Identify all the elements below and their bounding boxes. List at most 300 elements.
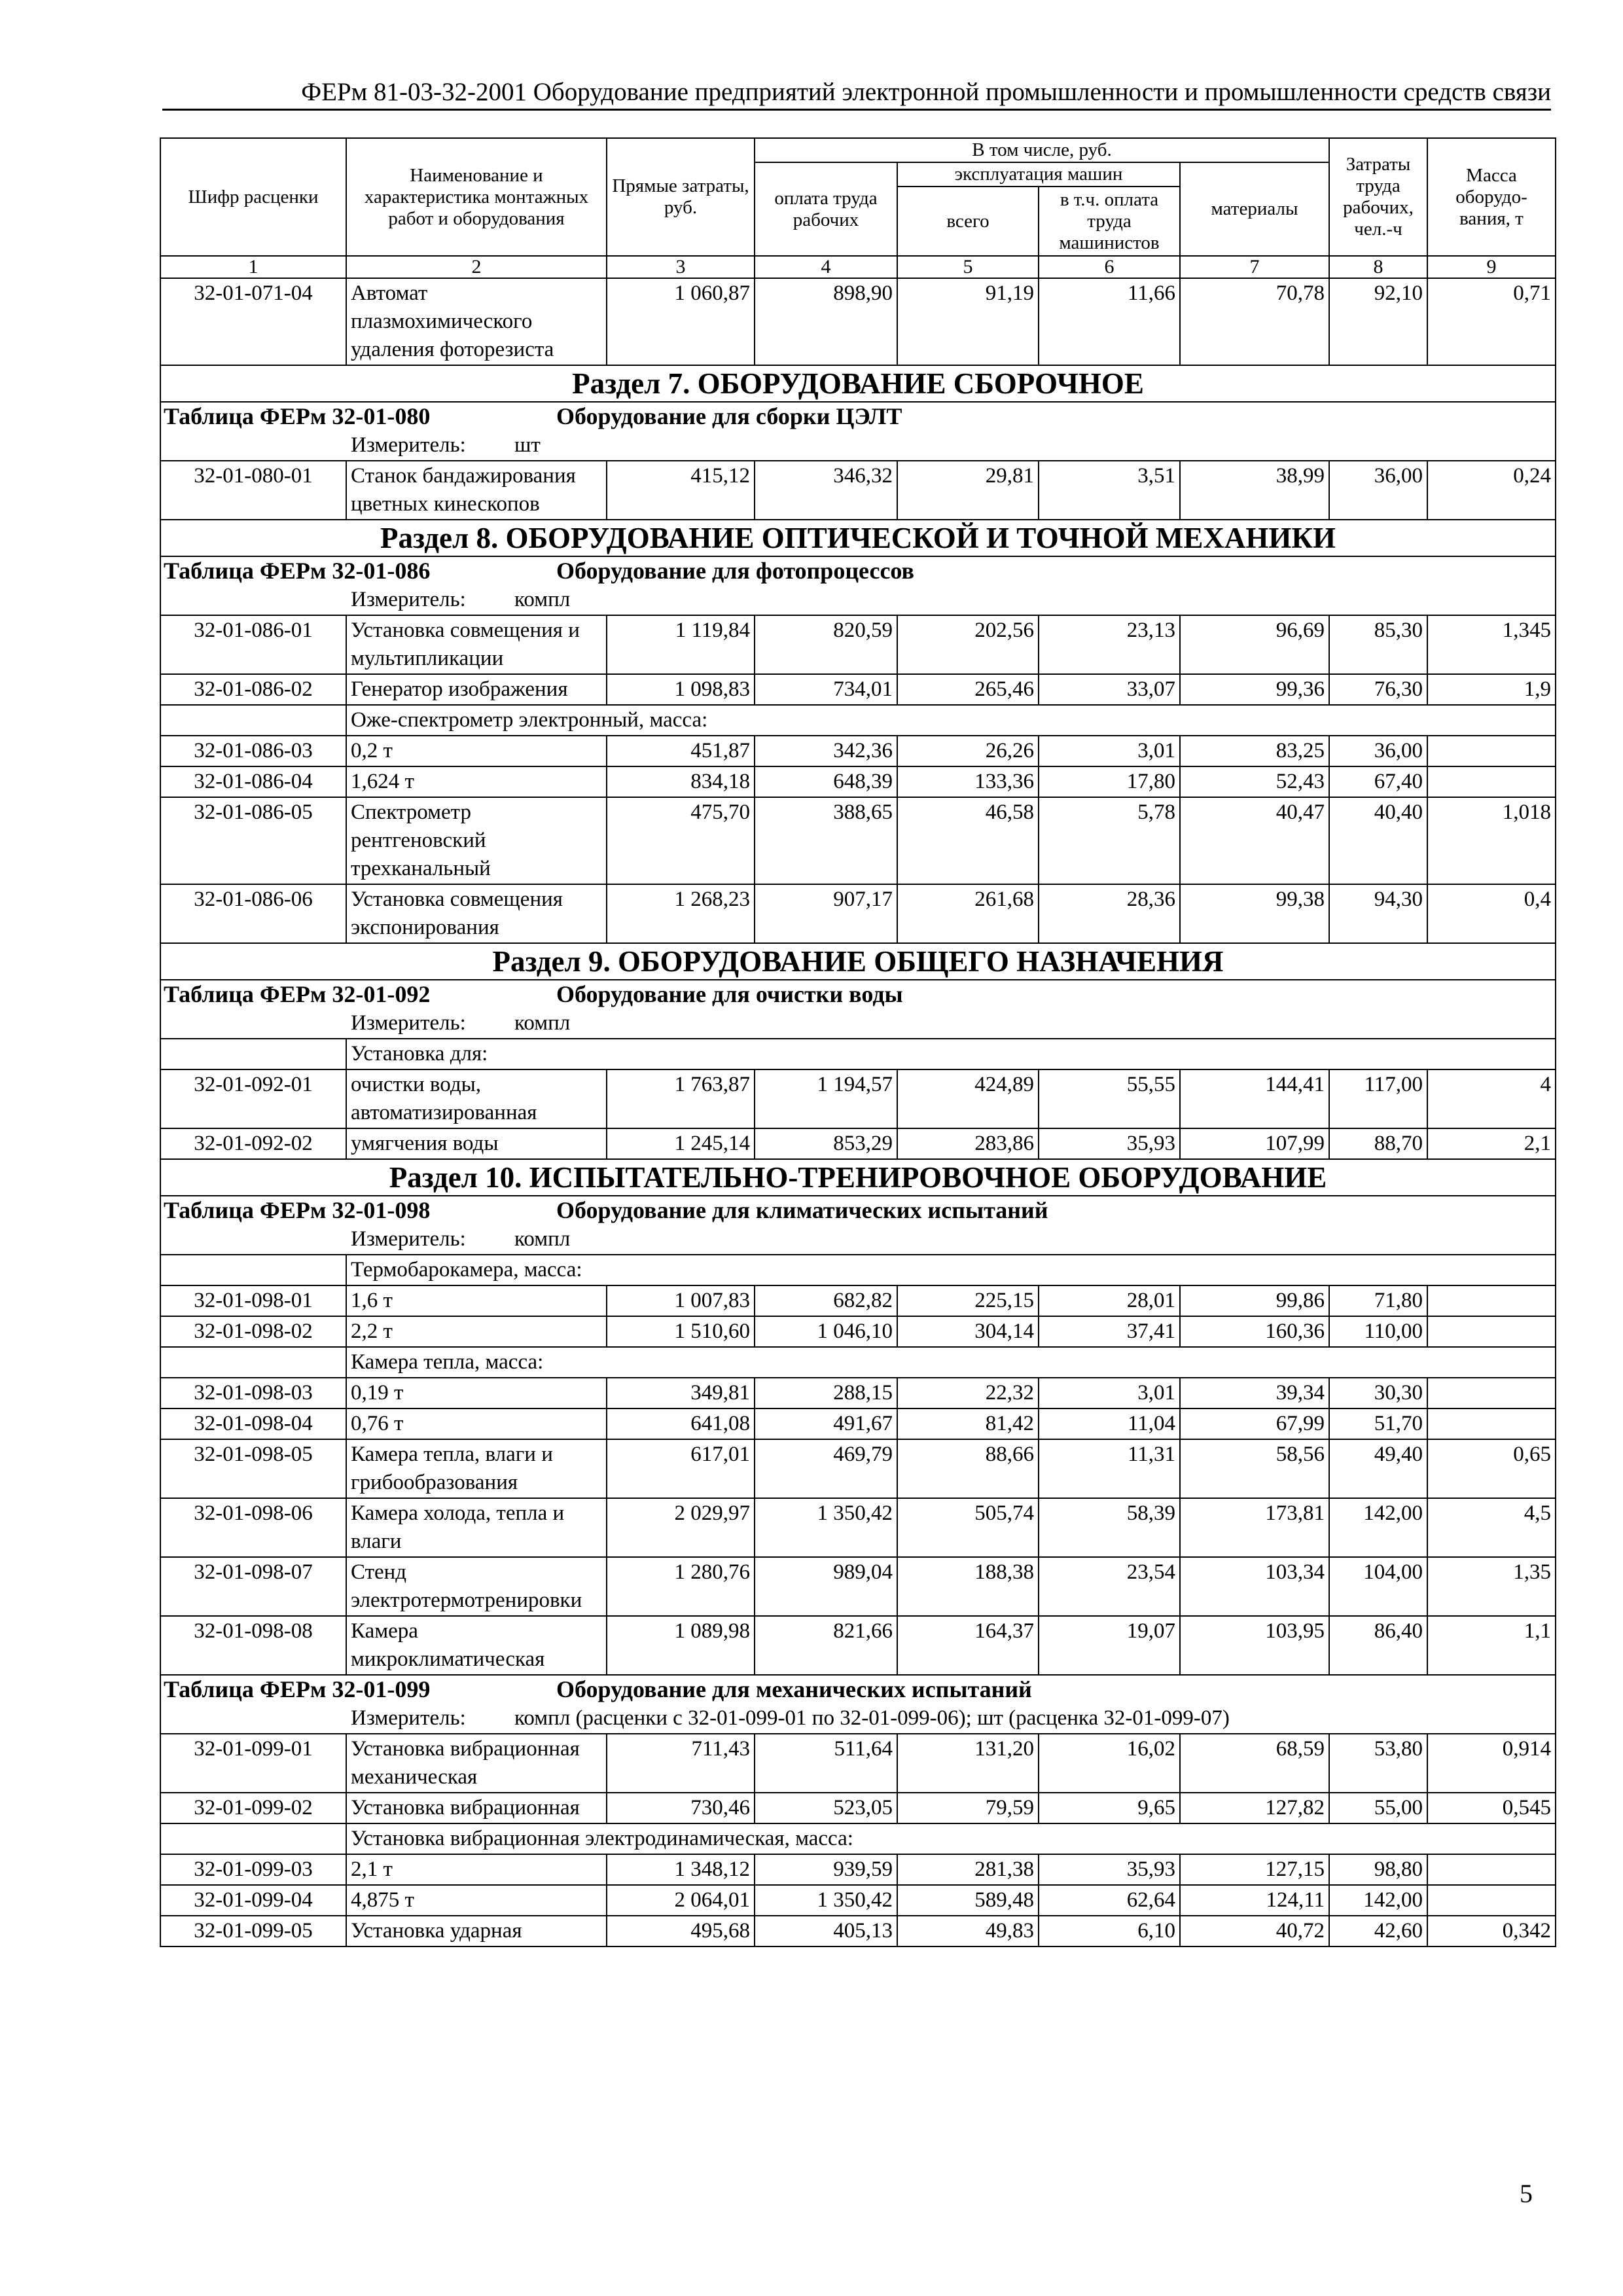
labor-cost-cell: 469,79	[755, 1439, 897, 1498]
measure-label: Измеритель:	[351, 433, 466, 457]
column-number-cell: 6	[1039, 256, 1180, 278]
direct-cost-cell: 349,81	[607, 1378, 755, 1408]
item-name-cell: Камера тепла, влаги и грибообразования	[346, 1439, 607, 1498]
labor-hours-cell: 49,40	[1329, 1439, 1427, 1498]
table-row	[160, 1885, 1556, 1916]
materials-cost-cell: 83,25	[1180, 736, 1329, 766]
machines-cost-cell: 91,19	[897, 278, 1039, 365]
measure-label: Измеритель:	[351, 1227, 466, 1251]
operator-labor-cell: 58,39	[1039, 1498, 1180, 1557]
measure-unit: компл (расценки с 32-01-099-01 по 32-01-099-06); шт (расценка 32-01-099-07)	[514, 1706, 1230, 1730]
rate-code-cell: 32-01-086-05	[160, 797, 346, 884]
equipment-mass-cell	[1427, 1285, 1556, 1316]
table-row	[160, 1069, 1556, 1128]
labor-cost-cell: 821,66	[755, 1616, 897, 1675]
direct-cost-cell: 1 119,84	[607, 615, 755, 674]
labor-hours-cell: 142,00	[1329, 1885, 1427, 1916]
measure-unit: шт	[514, 433, 541, 457]
machines-cost-cell: 283,86	[897, 1128, 1039, 1159]
labor-cost-cell: 907,17	[755, 884, 897, 943]
rate-code-cell: 32-01-099-01	[160, 1734, 346, 1793]
table-title-row	[160, 556, 1556, 585]
rates-table	[160, 137, 1556, 1947]
materials-cost-cell: 70,78	[1180, 278, 1329, 365]
table-title-cell	[160, 556, 1556, 585]
machines-cost-cell: 164,37	[897, 1616, 1039, 1675]
labor-hours-cell: 76,30	[1329, 674, 1427, 705]
equipment-mass-cell: 4	[1427, 1069, 1556, 1128]
operator-labor-cell: 28,01	[1039, 1285, 1180, 1316]
column-number-cell: 8	[1329, 256, 1427, 278]
col-incl-header: В том числе, руб.	[755, 138, 1329, 162]
labor-hours-cell: 36,00	[1329, 736, 1427, 766]
labor-cost-cell: 388,65	[755, 797, 897, 884]
table-row	[160, 1285, 1556, 1316]
direct-cost-cell: 711,43	[607, 1734, 755, 1793]
machines-cost-cell: 88,66	[897, 1439, 1039, 1498]
materials-cost-cell: 40,72	[1180, 1916, 1329, 1946]
operator-labor-cell: 3,01	[1039, 1378, 1180, 1408]
table-row	[160, 766, 1556, 797]
rate-code-cell: 32-01-098-07	[160, 1557, 346, 1616]
rate-code-cell: 32-01-098-01	[160, 1285, 346, 1316]
column-number-cell: 3	[607, 256, 755, 278]
operator-labor-cell: 11,31	[1039, 1439, 1180, 1498]
direct-cost-cell: 617,01	[607, 1439, 755, 1498]
machines-cost-cell: 265,46	[897, 674, 1039, 705]
labor-cost-cell: 342,36	[755, 736, 897, 766]
materials-cost-cell: 160,36	[1180, 1316, 1329, 1347]
materials-cost-cell: 99,86	[1180, 1285, 1329, 1316]
table-title: Оборудование для очистки воды	[556, 981, 903, 1007]
col-name-header: Наименование и характеристика монтажных работ и оборудования	[346, 138, 607, 256]
item-name-cell: Генератор изображения	[346, 674, 607, 705]
table-title: Оборудование для фотопроцессов	[556, 558, 914, 584]
measure-label: Измеритель:	[351, 588, 466, 611]
subgroup-row	[160, 1823, 1556, 1854]
subgroup-row	[160, 1347, 1556, 1378]
materials-cost-cell: 38,99	[1180, 461, 1329, 520]
direct-cost-cell: 1 348,12	[607, 1854, 755, 1885]
item-name-cell: 4,875 т	[346, 1885, 607, 1916]
table-title-row	[160, 980, 1556, 1009]
equipment-mass-cell: 1,1	[1427, 1616, 1556, 1675]
equipment-mass-cell: 0,4	[1427, 884, 1556, 943]
subgroup-row	[160, 705, 1556, 736]
table-title-cell	[160, 1196, 1556, 1225]
labor-cost-cell: 853,29	[755, 1128, 897, 1159]
table-row	[160, 1408, 1556, 1439]
labor-cost-cell: 346,32	[755, 461, 897, 520]
operator-labor-cell: 11,66	[1039, 278, 1180, 365]
labor-cost-cell: 1 350,42	[755, 1498, 897, 1557]
col-mass-header: Масса оборудо-вания, т	[1427, 138, 1556, 256]
operator-labor-cell: 37,41	[1039, 1316, 1180, 1347]
equipment-mass-cell	[1427, 1854, 1556, 1885]
table-row	[160, 1128, 1556, 1159]
direct-cost-cell: 475,70	[607, 797, 755, 884]
measure-label: Измеритель:	[351, 1706, 466, 1730]
table-row	[160, 1498, 1556, 1557]
table-row	[160, 1916, 1556, 1946]
table-row	[160, 1439, 1556, 1498]
item-name-cell: 2,1 т	[346, 1854, 607, 1885]
direct-cost-cell: 451,87	[607, 736, 755, 766]
measure-cell	[160, 1009, 1556, 1039]
operator-labor-cell: 11,04	[1039, 1408, 1180, 1439]
section-heading-row	[160, 365, 1556, 402]
item-name-cell: 0,76 т	[346, 1408, 607, 1439]
equipment-mass-cell: 0,545	[1427, 1793, 1556, 1823]
rate-code-cell: 32-01-092-01	[160, 1069, 346, 1128]
operator-labor-cell: 17,80	[1039, 766, 1180, 797]
operator-labor-cell: 23,13	[1039, 615, 1180, 674]
machines-cost-cell: 589,48	[897, 1885, 1039, 1916]
equipment-mass-cell: 0,24	[1427, 461, 1556, 520]
labor-cost-cell: 682,82	[755, 1285, 897, 1316]
section-heading: Раздел 9. ОБОРУДОВАНИЕ ОБЩЕГО НАЗНАЧЕНИЯ	[160, 943, 1556, 980]
table-title: Оборудование для сборки ЦЭЛТ	[556, 403, 902, 429]
operator-labor-cell: 28,36	[1039, 884, 1180, 943]
measure-row	[160, 1009, 1556, 1039]
labor-hours-cell: 67,40	[1329, 766, 1427, 797]
operator-labor-cell: 9,65	[1039, 1793, 1180, 1823]
table-title-row	[160, 1196, 1556, 1225]
section-heading-row	[160, 520, 1556, 556]
column-number-cell: 4	[755, 256, 897, 278]
machines-cost-cell: 304,14	[897, 1316, 1039, 1347]
rate-code-cell: 32-01-086-04	[160, 766, 346, 797]
direct-cost-cell: 1 007,83	[607, 1285, 755, 1316]
equipment-mass-cell: 0,342	[1427, 1916, 1556, 1946]
labor-hours-cell: 98,80	[1329, 1854, 1427, 1885]
measure-row	[160, 1225, 1556, 1255]
materials-cost-cell: 96,69	[1180, 615, 1329, 674]
labor-hours-cell: 30,30	[1329, 1378, 1427, 1408]
subgroup-label: Установка вибрационная электродинамическая, масса:	[346, 1823, 1556, 1854]
labor-hours-cell: 53,80	[1329, 1734, 1427, 1793]
materials-cost-cell: 173,81	[1180, 1498, 1329, 1557]
subgroup-code-cell	[160, 705, 346, 736]
measure-label: Измеритель:	[351, 1011, 466, 1035]
materials-cost-cell: 144,41	[1180, 1069, 1329, 1128]
equipment-mass-cell: 4,5	[1427, 1498, 1556, 1557]
machines-cost-cell: 281,38	[897, 1854, 1039, 1885]
direct-cost-cell: 495,68	[607, 1916, 755, 1946]
item-name-cell: Стенд электротермотренировки	[346, 1557, 607, 1616]
machines-cost-cell: 22,32	[897, 1378, 1039, 1408]
labor-cost-cell: 1 046,10	[755, 1316, 897, 1347]
table-row	[160, 674, 1556, 705]
labor-cost-cell: 989,04	[755, 1557, 897, 1616]
table-title-cell	[160, 402, 1556, 431]
materials-cost-cell: 127,15	[1180, 1854, 1329, 1885]
column-number-cell: 1	[160, 256, 346, 278]
table-row	[160, 1316, 1556, 1347]
equipment-mass-cell	[1427, 1316, 1556, 1347]
table-title-cell	[160, 980, 1556, 1009]
labor-cost-cell: 820,59	[755, 615, 897, 674]
table-row	[160, 1734, 1556, 1793]
section-heading-row	[160, 943, 1556, 980]
column-number-cell: 2	[346, 256, 607, 278]
machines-cost-cell: 505,74	[897, 1498, 1039, 1557]
subgroup-label: Камера тепла, масса:	[346, 1347, 1556, 1378]
subgroup-code-cell	[160, 1255, 346, 1285]
rate-code-cell: 32-01-099-02	[160, 1793, 346, 1823]
equipment-mass-cell	[1427, 766, 1556, 797]
table-row	[160, 1854, 1556, 1885]
labor-hours-cell: 40,40	[1329, 797, 1427, 884]
col-labor-header: оплата труда рабочих	[755, 162, 897, 256]
labor-hours-cell: 42,60	[1329, 1916, 1427, 1946]
table-title-row	[160, 402, 1556, 431]
item-name-cell: Установка ударная	[346, 1916, 607, 1946]
rate-code-cell: 32-01-098-03	[160, 1378, 346, 1408]
rate-code-cell: 32-01-098-06	[160, 1498, 346, 1557]
direct-cost-cell: 2 029,97	[607, 1498, 755, 1557]
equipment-mass-cell	[1427, 1885, 1556, 1916]
direct-cost-cell: 1 060,87	[607, 278, 755, 365]
page-number: 5	[1520, 2179, 1533, 2208]
equipment-mass-cell: 0,65	[1427, 1439, 1556, 1498]
subgroup-row	[160, 1255, 1556, 1285]
labor-hours-cell: 51,70	[1329, 1408, 1427, 1439]
rate-code-cell: 32-01-086-06	[160, 884, 346, 943]
labor-hours-cell: 36,00	[1329, 461, 1427, 520]
table-row	[160, 797, 1556, 884]
direct-cost-cell: 1 245,14	[607, 1128, 755, 1159]
materials-cost-cell: 99,36	[1180, 674, 1329, 705]
materials-cost-cell: 52,43	[1180, 766, 1329, 797]
table-row	[160, 1793, 1556, 1823]
table-row	[160, 278, 1556, 365]
item-name-cell: 1,624 т	[346, 766, 607, 797]
subgroup-code-cell	[160, 1039, 346, 1069]
rate-code-cell: 32-01-071-04	[160, 278, 346, 365]
machines-cost-cell: 133,36	[897, 766, 1039, 797]
equipment-mass-cell: 1,35	[1427, 1557, 1556, 1616]
operator-labor-cell: 23,54	[1039, 1557, 1180, 1616]
item-name-cell: Установка совмещения и мультипликации	[346, 615, 607, 674]
item-name-cell: Камера холода, тепла и влаги	[346, 1498, 607, 1557]
labor-cost-cell: 523,05	[755, 1793, 897, 1823]
labor-cost-cell: 1 350,42	[755, 1885, 897, 1916]
table-title: Оборудование для механических испытаний	[556, 1676, 1032, 1702]
direct-cost-cell: 834,18	[607, 766, 755, 797]
labor-hours-cell: 85,30	[1329, 615, 1427, 674]
labor-hours-cell: 86,40	[1329, 1616, 1427, 1675]
materials-cost-cell: 39,34	[1180, 1378, 1329, 1408]
machines-cost-cell: 46,58	[897, 797, 1039, 884]
machines-cost-cell: 26,26	[897, 736, 1039, 766]
col-code-header: Шифр расценки	[160, 138, 346, 256]
table-number: Таблица ФЕРм 32-01-092	[164, 981, 431, 1007]
equipment-mass-cell: 0,914	[1427, 1734, 1556, 1793]
measure-unit: компл	[514, 1011, 571, 1035]
section-heading: Раздел 7. ОБОРУДОВАНИЕ СБОРОЧНОЕ	[160, 365, 1556, 402]
operator-labor-cell: 62,64	[1039, 1885, 1180, 1916]
direct-cost-cell: 1 763,87	[607, 1069, 755, 1128]
materials-cost-cell: 107,99	[1180, 1128, 1329, 1159]
labor-cost-cell: 511,64	[755, 1734, 897, 1793]
rate-code-cell: 32-01-099-04	[160, 1885, 346, 1916]
column-numbers-row	[160, 256, 1556, 278]
machines-cost-cell: 424,89	[897, 1069, 1039, 1128]
table-row	[160, 615, 1556, 674]
table-row	[160, 884, 1556, 943]
labor-cost-cell: 405,13	[755, 1916, 897, 1946]
rate-code-cell: 32-01-086-02	[160, 674, 346, 705]
table-title-row	[160, 1675, 1556, 1704]
subgroup-label: Термобарокамера, масса:	[346, 1255, 1556, 1285]
item-name-cell: 2,2 т	[346, 1316, 607, 1347]
equipment-mass-cell: 1,018	[1427, 797, 1556, 884]
subgroup-label: Оже-спектрометр электронный, масса:	[346, 705, 1556, 736]
rate-code-cell: 32-01-086-01	[160, 615, 346, 674]
col-materials-header: материалы	[1180, 162, 1329, 256]
direct-cost-cell: 1 510,60	[607, 1316, 755, 1347]
subgroup-code-cell	[160, 1823, 346, 1854]
table-title-cell	[160, 1675, 1556, 1704]
operator-labor-cell: 35,93	[1039, 1128, 1180, 1159]
rate-code-cell: 32-01-092-02	[160, 1128, 346, 1159]
item-name-cell: 0,2 т	[346, 736, 607, 766]
direct-cost-cell: 2 064,01	[607, 1885, 755, 1916]
measure-row	[160, 431, 1556, 461]
machines-cost-cell: 81,42	[897, 1408, 1039, 1439]
col-incl-labor-header: в т.ч. оплата труда машинистов	[1039, 187, 1180, 256]
labor-cost-cell: 1 194,57	[755, 1069, 897, 1128]
column-number-cell: 7	[1180, 256, 1329, 278]
equipment-mass-cell	[1427, 1408, 1556, 1439]
direct-cost-cell: 641,08	[607, 1408, 755, 1439]
item-name-cell: Спектрометр рентгеновский трехканальный	[346, 797, 607, 884]
equipment-mass-cell: 1,345	[1427, 615, 1556, 674]
operator-labor-cell: 55,55	[1039, 1069, 1180, 1128]
machines-cost-cell: 188,38	[897, 1557, 1039, 1616]
subgroup-label: Установка для:	[346, 1039, 1556, 1069]
col-all-header: всего	[897, 187, 1039, 256]
table-title: Оборудование для климатических испытаний	[556, 1197, 1048, 1223]
document-header: ФЕРм 81-03-32-2001 Оборудование предприятий электронной промышленности и промышленности средств связи	[301, 78, 1551, 106]
rate-code-cell: 32-01-098-08	[160, 1616, 346, 1675]
col-direct-header: Прямые затраты, руб.	[607, 138, 755, 256]
operator-labor-cell: 35,93	[1039, 1854, 1180, 1885]
equipment-mass-cell: 2,1	[1427, 1128, 1556, 1159]
table-row	[160, 1616, 1556, 1675]
item-name-cell: 0,19 т	[346, 1378, 607, 1408]
labor-cost-cell: 491,67	[755, 1408, 897, 1439]
item-name-cell: умягчения воды	[346, 1128, 607, 1159]
rate-code-cell: 32-01-086-03	[160, 736, 346, 766]
table-row	[160, 1557, 1556, 1616]
labor-hours-cell: 92,10	[1329, 278, 1427, 365]
section-heading: Раздел 8. ОБОРУДОВАНИЕ ОПТИЧЕСКОЙ И ТОЧНОЙ МЕХАНИКИ	[160, 520, 1556, 556]
section-heading: Раздел 10. ИСПЫТАТЕЛЬНО-ТРЕНИРОВОЧНОЕ ОБОРУДОВАНИЕ	[160, 1159, 1556, 1196]
measure-cell	[160, 1225, 1556, 1255]
rate-code-cell: 32-01-098-02	[160, 1316, 346, 1347]
materials-cost-cell: 67,99	[1180, 1408, 1329, 1439]
direct-cost-cell: 1 089,98	[607, 1616, 755, 1675]
machines-cost-cell: 225,15	[897, 1285, 1039, 1316]
labor-cost-cell: 939,59	[755, 1854, 897, 1885]
item-name-cell: Установка вибрационная механическая	[346, 1734, 607, 1793]
column-number-cell: 9	[1427, 256, 1556, 278]
machines-cost-cell: 29,81	[897, 461, 1039, 520]
equipment-mass-cell	[1427, 1378, 1556, 1408]
machines-cost-cell: 49,83	[897, 1916, 1039, 1946]
rate-code-cell: 32-01-099-03	[160, 1854, 346, 1885]
table-row	[160, 1378, 1556, 1408]
operator-labor-cell: 6,10	[1039, 1916, 1180, 1946]
measure-row	[160, 1704, 1556, 1734]
materials-cost-cell: 40,47	[1180, 797, 1329, 884]
table-row	[160, 736, 1556, 766]
materials-cost-cell: 58,56	[1180, 1439, 1329, 1498]
materials-cost-cell: 103,95	[1180, 1616, 1329, 1675]
materials-cost-cell: 103,34	[1180, 1557, 1329, 1616]
col-hours-header: Затраты труда рабочих, чел.-ч	[1329, 138, 1427, 256]
measure-unit: компл	[514, 588, 571, 611]
machines-cost-cell: 79,59	[897, 1793, 1039, 1823]
table-row	[160, 461, 1556, 520]
labor-cost-cell: 648,39	[755, 766, 897, 797]
item-name-cell: 1,6 т	[346, 1285, 607, 1316]
subgroup-code-cell	[160, 1347, 346, 1378]
table-number: Таблица ФЕРм 32-01-086	[164, 558, 431, 584]
materials-cost-cell: 68,59	[1180, 1734, 1329, 1793]
header-rule	[162, 109, 1551, 111]
table-number: Таблица ФЕРм 32-01-098	[164, 1197, 431, 1223]
labor-cost-cell: 734,01	[755, 674, 897, 705]
direct-cost-cell: 730,46	[607, 1793, 755, 1823]
table-number: Таблица ФЕРм 32-01-099	[164, 1676, 431, 1702]
item-name-cell: Камера микроклиматическая	[346, 1616, 607, 1675]
item-name-cell: Установка совмещения экспонирования	[346, 884, 607, 943]
operator-labor-cell: 5,78	[1039, 797, 1180, 884]
rate-code-cell: 32-01-099-05	[160, 1916, 346, 1946]
machines-cost-cell: 261,68	[897, 884, 1039, 943]
section-heading-row	[160, 1159, 1556, 1196]
materials-cost-cell: 127,82	[1180, 1793, 1329, 1823]
labor-cost-cell: 288,15	[755, 1378, 897, 1408]
labor-hours-cell: 71,80	[1329, 1285, 1427, 1316]
item-name-cell: Автомат плазмохимического удаления фоторезиста	[346, 278, 607, 365]
measure-unit: компл	[514, 1227, 571, 1251]
item-name-cell: очистки воды, автоматизированная	[346, 1069, 607, 1128]
equipment-mass-cell: 1,9	[1427, 674, 1556, 705]
labor-hours-cell: 55,00	[1329, 1793, 1427, 1823]
col-machines-header: эксплуатация машин	[897, 162, 1180, 187]
operator-labor-cell: 16,02	[1039, 1734, 1180, 1793]
labor-hours-cell: 117,00	[1329, 1069, 1427, 1128]
materials-cost-cell: 99,38	[1180, 884, 1329, 943]
subgroup-row	[160, 1039, 1556, 1069]
rate-code-cell: 32-01-098-04	[160, 1408, 346, 1439]
direct-cost-cell: 1 268,23	[607, 884, 755, 943]
labor-cost-cell: 898,90	[755, 278, 897, 365]
equipment-mass-cell: 0,71	[1427, 278, 1556, 365]
measure-cell	[160, 1704, 1556, 1734]
item-name-cell: Установка вибрационная	[346, 1793, 607, 1823]
operator-labor-cell: 3,01	[1039, 736, 1180, 766]
labor-hours-cell: 104,00	[1329, 1557, 1427, 1616]
machines-cost-cell: 202,56	[897, 615, 1039, 674]
machines-cost-cell: 131,20	[897, 1734, 1039, 1793]
operator-labor-cell: 19,07	[1039, 1616, 1180, 1675]
rate-code-cell: 32-01-080-01	[160, 461, 346, 520]
